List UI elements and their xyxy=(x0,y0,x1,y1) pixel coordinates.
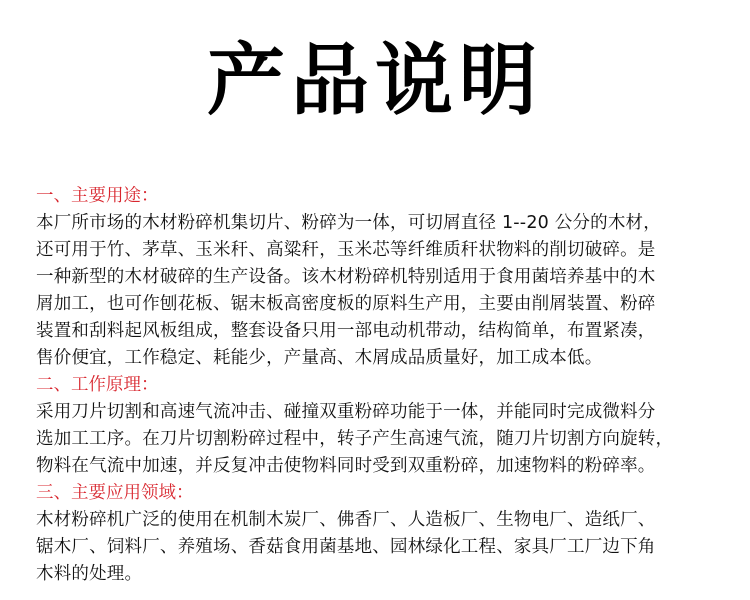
text-line: 选加工工序。在刀片切割粉碎过程中，转子产生高速气流，随刀片切割方向旋转， xyxy=(36,429,674,449)
text-line: 售价便宜，工作稳定、耗能少，产量高、木屑成品质量好，加工成本低。 xyxy=(36,348,603,368)
text-line: 木材粉碎机广泛的使用在机制木炭厂、佛香厂、人造板厂、生物电厂、造纸厂、 xyxy=(36,510,656,530)
description-content xyxy=(36,183,726,588)
text-line: 屑加工，也可作刨花板、锯末板高密度板的原料生产用，主要由削屑装置、粉碎 xyxy=(36,294,656,314)
text-line: 物料在气流中加速，并反复冲击使物料同时受到双重粉碎，加速物料的粉碎率。 xyxy=(36,456,656,476)
text-line: 装置和刮料起风板组成，整套设备只用一部电动机带动，结构简单，布置紧凑， xyxy=(36,321,656,341)
text-line: 还可用于竹、茅草、玉米秆、高粱秆，玉米芯等纤维质秆状物料的削切破碎。是 xyxy=(36,240,656,260)
section-heading: 三、主要应用领域： xyxy=(36,483,194,503)
text-line: 木料的处理。 xyxy=(36,564,143,584)
text-line: 本厂所市场的木材粉碎机集切片、粉碎为一体，可切屑直径 1--20 公分的木材， xyxy=(36,213,661,233)
section-working-principle xyxy=(36,372,726,480)
section-application-fields xyxy=(36,480,726,588)
text-line: 锯木厂、饲料厂、养殖场、香菇食用菌基地、园林绿化工程、家具厂工厂边下角 xyxy=(36,537,656,557)
section-usage xyxy=(36,183,726,372)
section-heading: 二、工作原理： xyxy=(36,375,159,395)
text-line: 采用刀片切割和高速气流冲击、碰撞双重粉碎功能于一体，并能同时完成微料分 xyxy=(36,402,656,422)
section-heading: 一、主要用途： xyxy=(36,186,159,206)
page-title: 产品说明 xyxy=(206,36,543,126)
text-line: 一种新型的木材破碎的生产设备。该木材粉碎机特别适用于食用菌培养基中的木 xyxy=(36,267,656,287)
